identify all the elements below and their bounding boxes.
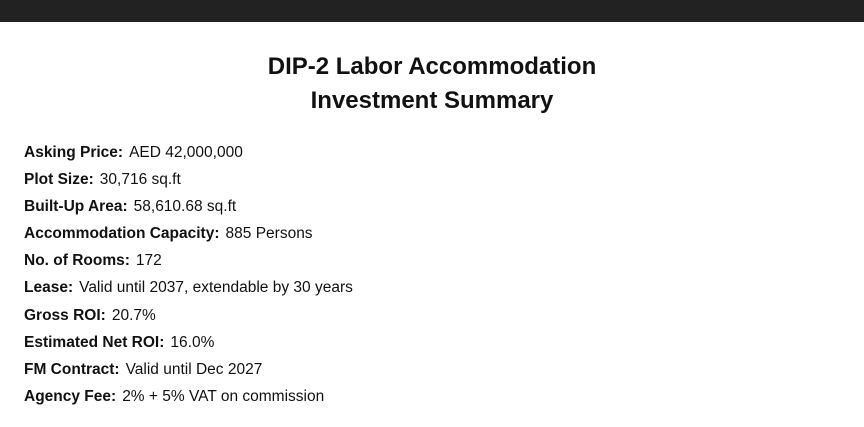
- field-gross-roi: [24, 302, 824, 329]
- title-line-1: DIP-2 Labor Accommodation: [267, 53, 597, 80]
- field-value: 885 Persons: [225, 225, 313, 243]
- field-lease: [24, 274, 824, 301]
- field-value: 20.7%: [111, 306, 156, 324]
- document-title: [0, 50, 864, 118]
- field-plot-size: [24, 166, 824, 193]
- field-accommodation-capacity: [24, 220, 824, 247]
- field-label: Estimated Net ROI :: [24, 334, 164, 351]
- field-label: Gross ROI :: [24, 307, 106, 324]
- field-value: Valid until Dec 2027: [125, 360, 263, 378]
- field-value: 172: [135, 252, 162, 270]
- fields-list: [24, 139, 824, 410]
- field-estimated-net-roi: [24, 329, 824, 356]
- field-built-up-area: [24, 193, 824, 220]
- field-fm-contract: [24, 356, 824, 383]
- top-bar: [0, 0, 864, 22]
- field-label: Agency Fee :: [24, 388, 116, 405]
- field-value: 30,716 sq.ft: [99, 171, 181, 189]
- title-line-2: Investment Summary: [310, 87, 554, 114]
- field-label: Plot Size :: [24, 171, 94, 188]
- field-value: 58,610.68 sq.ft: [133, 198, 237, 216]
- field-label: FM Contract :: [24, 361, 120, 378]
- field-value: 2% + 5% VAT on commission: [122, 387, 325, 405]
- field-value: AED 42,000,000: [129, 144, 243, 161]
- field-agency-fee: [24, 383, 824, 410]
- field-label: Built-Up Area :: [24, 198, 128, 215]
- field-asking-price: [24, 139, 824, 166]
- field-label: Lease :: [24, 279, 73, 296]
- field-label: No. of Rooms :: [24, 252, 130, 269]
- field-value: 16.0%: [170, 333, 215, 351]
- field-no-of-rooms: [24, 247, 824, 274]
- field-value: Valid until 2037, extendable by 30 years: [79, 279, 353, 297]
- field-label: Accommodation Capacity :: [24, 225, 220, 242]
- field-label: Asking Price :: [24, 144, 123, 161]
